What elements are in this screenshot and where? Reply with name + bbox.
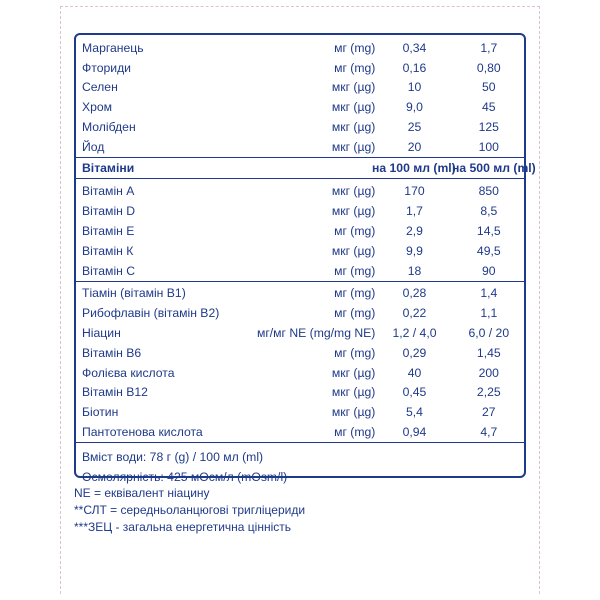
value-per-100ml: 0,34	[402, 40, 427, 55]
minerals-section	[76, 35, 524, 157]
table-row	[76, 303, 524, 323]
nutrient-name: Вітамін D	[82, 204, 136, 219]
value-per-100ml: 0,29	[402, 345, 427, 360]
table-row	[76, 78, 524, 98]
value-per-100ml: 0,45	[402, 385, 427, 400]
value-per-100ml: 9,9	[406, 243, 423, 258]
value-per-100ml: 170	[404, 184, 425, 199]
nutrient-unit: мкг (µg)	[331, 385, 376, 400]
water-content	[76, 447, 524, 467]
table-row	[76, 137, 524, 157]
table-row	[76, 422, 524, 442]
value-per-500ml: 125	[478, 119, 499, 134]
footnote: ***ЗЕЦ - загальна енергетична цінність	[74, 520, 291, 534]
value-per-500ml: 50	[482, 80, 496, 95]
nutrient-unit: мкг (µg)	[331, 80, 376, 95]
nutrient-name: Вітамін С	[82, 263, 136, 278]
table-row	[76, 221, 524, 241]
nutrient-unit: мг (mg)	[334, 306, 376, 321]
value-per-500ml: 14,5	[476, 223, 501, 238]
table-row	[76, 241, 524, 261]
nutrient-name: Фолієва кислота	[82, 365, 175, 380]
value-per-100ml: 18	[407, 263, 422, 278]
nutrient-name: Вітамін Е	[82, 223, 135, 238]
nutrient-unit: мкг (µg)	[331, 119, 376, 134]
value-per-100ml: 1,2 / 4,0	[392, 325, 437, 340]
nutrient-unit: мг (mg)	[334, 424, 376, 439]
nutrient-unit: мг (mg)	[334, 60, 376, 75]
nutrient-unit: мг (mg)	[334, 223, 376, 238]
nutrient-name: Фториди	[82, 60, 131, 75]
value-per-100ml: 9,0	[406, 100, 423, 115]
nutrient-name: Біотин	[82, 405, 119, 420]
nutrient-unit: мкг (µg)	[331, 184, 376, 199]
nutrition-table	[74, 33, 536, 484]
page-top-guide	[60, 6, 540, 7]
table-row	[76, 117, 524, 137]
value-per-500ml: 49,5	[476, 243, 501, 258]
section-title: Вітаміни	[82, 160, 135, 175]
value-per-500ml: 200	[478, 365, 499, 380]
table-row	[76, 402, 524, 422]
value-per-100ml: 25	[407, 119, 422, 134]
value-per-500ml: 8,5	[480, 204, 498, 219]
value-per-500ml: 100	[478, 139, 499, 154]
table-row	[76, 383, 524, 403]
value-per-100ml: 0,94	[402, 424, 427, 439]
nutrient-unit: мг (mg)	[334, 286, 376, 301]
table-row	[76, 182, 524, 202]
nutrient-unit: мг (mg)	[334, 345, 376, 360]
nutrient-unit: мкг (µg)	[331, 243, 376, 258]
nutrient-name: Рибофлавін (вітамін В2)	[82, 306, 220, 321]
value-per-500ml: 6,0 / 20	[468, 325, 510, 340]
nutrient-name: Вітамін В6	[82, 345, 142, 360]
table-row	[76, 284, 524, 304]
nutrient-unit: мг/мг NE (mg/mg NE)	[256, 325, 376, 340]
nutrient-name: Вітамін В12	[82, 385, 148, 400]
value-per-100ml: 20	[407, 139, 422, 154]
nutrient-name: Йод	[82, 139, 105, 154]
value-per-500ml: 90	[482, 263, 496, 278]
vitamins-a-section	[76, 178, 524, 281]
water-content-text: Вміст води: 78 г (g) / 100 мл (ml)	[82, 449, 264, 464]
nutrient-name: Селен	[82, 80, 118, 95]
osmolarity	[76, 467, 524, 487]
value-per-500ml: 1,45	[476, 345, 501, 360]
nutrient-name: Вітамін К	[82, 243, 134, 258]
table-row	[76, 323, 524, 343]
value-per-100ml: 40	[407, 365, 422, 380]
nutrient-unit: мкг (µg)	[331, 204, 376, 219]
footnotes	[74, 485, 305, 536]
osmolarity-text: Осмолярність: 425 мОсм/л (mOsm/l)	[82, 469, 288, 484]
page-left-guide	[60, 6, 61, 594]
vitamins-b-section	[76, 281, 524, 442]
column-header-500ml: на 500 мл (ml)	[452, 160, 536, 175]
extra-section	[76, 442, 524, 487]
nutrient-unit: мг (mg)	[334, 40, 376, 55]
table-row	[76, 58, 524, 78]
nutrient-unit: мкг (µg)	[331, 139, 376, 154]
value-per-500ml: 850	[478, 184, 499, 199]
column-header-100ml: на 100 мл (ml)	[372, 160, 456, 175]
value-per-500ml: 1,7	[480, 40, 498, 55]
value-per-500ml: 45	[482, 100, 496, 115]
table-row	[76, 38, 524, 58]
nutrient-unit: мкг (µg)	[331, 365, 376, 380]
nutrient-unit: мг (mg)	[334, 263, 376, 278]
nutrient-name: Марганець	[82, 40, 144, 55]
value-per-100ml: 0,22	[402, 306, 427, 321]
table-row	[76, 201, 524, 221]
value-per-500ml: 1,4	[480, 286, 498, 301]
value-per-500ml: 0,80	[476, 60, 501, 75]
vitamins-header-row	[76, 157, 536, 178]
value-per-100ml: 5,4	[406, 405, 423, 420]
nutrient-name: Молібден	[82, 119, 136, 134]
table-row	[76, 261, 524, 281]
footnote: NE = еквівалент ніацину	[74, 486, 210, 500]
value-per-100ml: 0,16	[402, 60, 427, 75]
nutrient-name: Пантотенова кислота	[82, 424, 203, 439]
nutrient-name: Вітамін А	[82, 184, 135, 199]
value-per-100ml: 10	[407, 80, 422, 95]
nutrient-name: Хром	[82, 100, 113, 115]
table-row	[76, 363, 524, 383]
nutrient-unit: мкг (µg)	[331, 100, 376, 115]
value-per-100ml: 1,7	[406, 204, 423, 219]
value-per-500ml: 4,7	[480, 424, 498, 439]
nutrient-unit: мкг (µg)	[331, 405, 376, 420]
nutrient-name: Тіамін (вітамін В1)	[82, 286, 186, 301]
value-per-500ml: 1,1	[480, 306, 498, 321]
nutrient-name: Ніацин	[82, 325, 121, 340]
value-per-100ml: 2,9	[406, 223, 423, 238]
value-per-100ml: 0,28	[402, 286, 427, 301]
value-per-500ml: 27	[482, 405, 496, 420]
page-right-guide	[539, 6, 540, 594]
table-row	[76, 97, 524, 117]
footnote: **СЛТ = середньоланцюгові тригліцериди	[74, 503, 306, 517]
value-per-500ml: 2,25	[476, 385, 501, 400]
table-row	[76, 343, 524, 363]
